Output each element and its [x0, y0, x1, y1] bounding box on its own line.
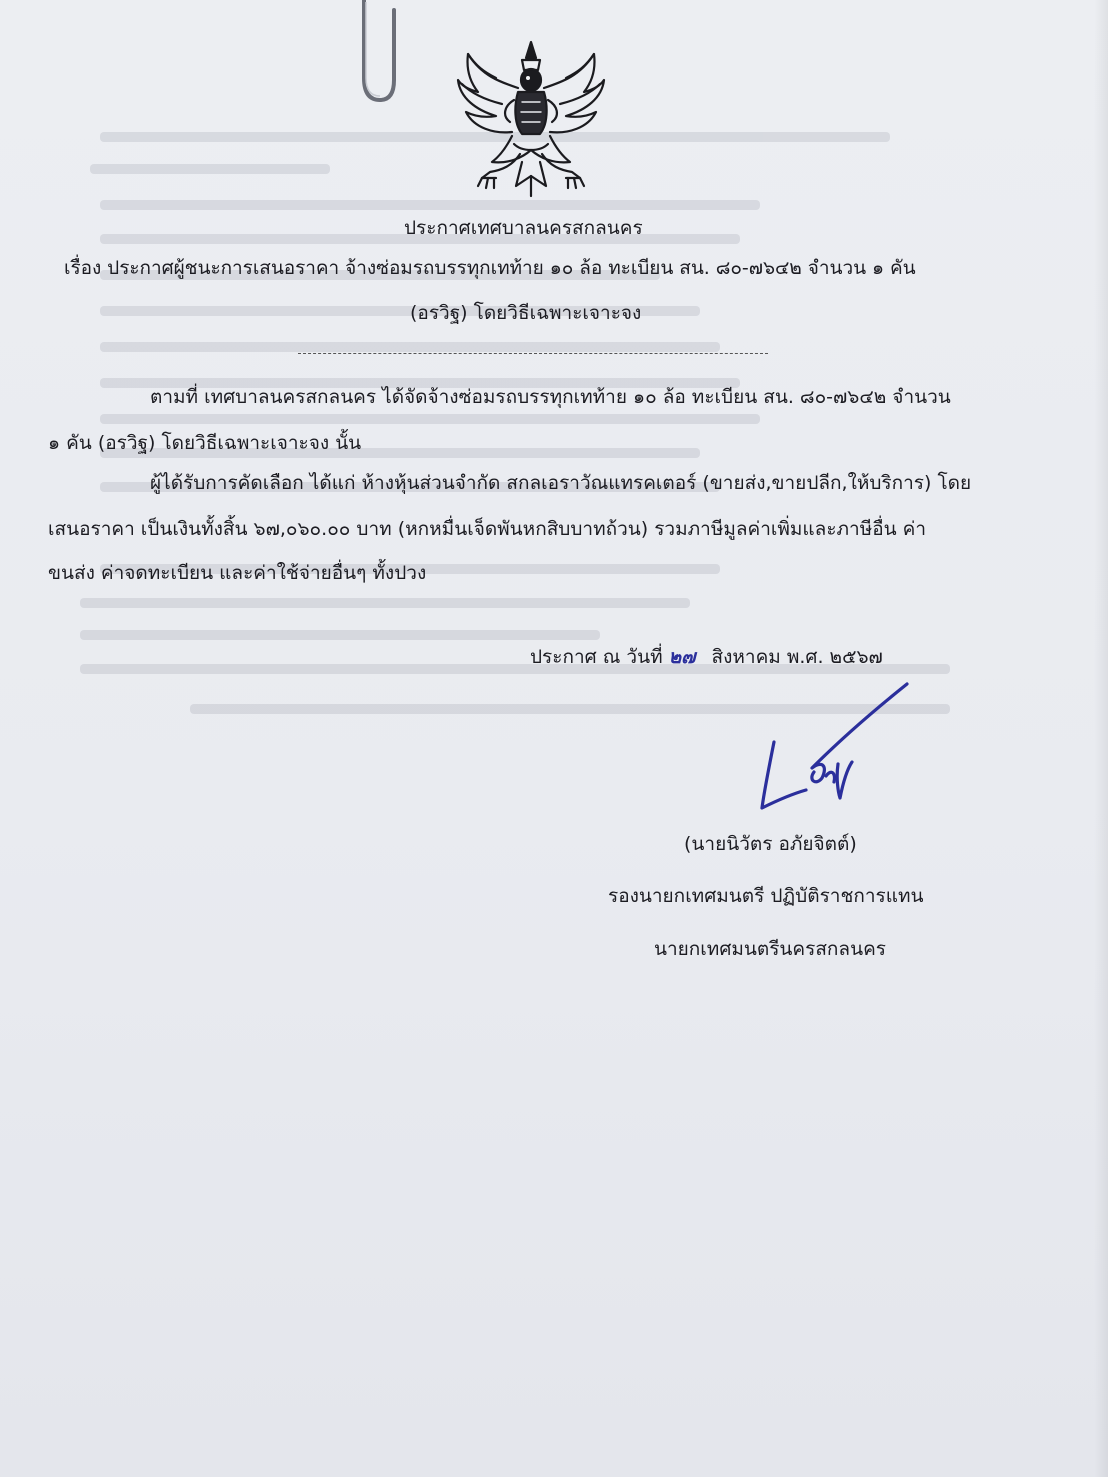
date-day-handwritten: ๒๗: [668, 646, 696, 668]
signer-name: (นายนิวัตร อภัยจิตต์): [684, 833, 857, 855]
subject-line-2: (อรวิฐ) โดยวิธีเฉพาะเจาะจง: [410, 302, 642, 324]
date-prefix: ประกาศ ณ วันที่: [530, 646, 663, 668]
paragraph-2-line-3: ขนส่ง ค่าจดทะเบียน และค่าใช้จ่ายอื่นๆ ทั้งปวง: [48, 562, 427, 584]
separator-line: [298, 353, 768, 356]
paragraph-1-line-1: ตามที่ เทศบาลนครสกลนคร ได้จัดจ้างซ่อมรถบรรทุกเทท้าย ๑๐ ล้อ ทะเบียน สน. ๘๐-๗๖๔๒ จำนวน: [150, 386, 951, 408]
paragraph-1-line-2: ๑ คัน (อรวิฐ) โดยวิธีเฉพาะเจาะจง นั้น: [48, 432, 362, 454]
signer-position-1: รองนายกเทศมนตรี ปฏิบัติราชการแทน: [608, 885, 924, 907]
announcement-title: ประกาศเทศบาลนครสกลนคร: [404, 217, 643, 239]
garuda-emblem-icon: [452, 36, 610, 204]
paragraph-2-line-1: ผู้ได้รับการคัดเลือก ได้แก่ ห้างหุ้นส่วนจำกัด สกลเอราวัณแทรคเตอร์ (ขายส่ง,ขายปลีก,ให้บริการ) โดย: [150, 472, 972, 494]
announcement-date: [530, 645, 883, 669]
page-edge-shadow: [1094, 0, 1108, 1477]
paragraph-2-line-2: เสนอราคา เป็นเงินทั้งสิ้น ๖๗,๐๖๐.๐๐ บาท (หกหมื่นเจ็ดพันหกสิบบาทถ้วน) รวมภาษีมูลค่าเพิ่มและภาษีอื่น ค่า: [48, 518, 927, 540]
paperclip-icon: [356, 0, 406, 110]
signer-position-2: นายกเทศมนตรีนครสกลนคร: [654, 938, 886, 960]
date-suffix: สิงหาคม พ.ศ. ๒๕๖๗: [711, 646, 883, 668]
handwritten-signature: [752, 682, 917, 822]
subject-line-1: เรื่อง ประกาศผู้ชนะการเสนอราคา จ้างซ่อมรถบรรทุกเทท้าย ๑๐ ล้อ ทะเบียน สน. ๘๐-๗๖๔๒ จำนวน ๑ คัน: [64, 257, 916, 279]
